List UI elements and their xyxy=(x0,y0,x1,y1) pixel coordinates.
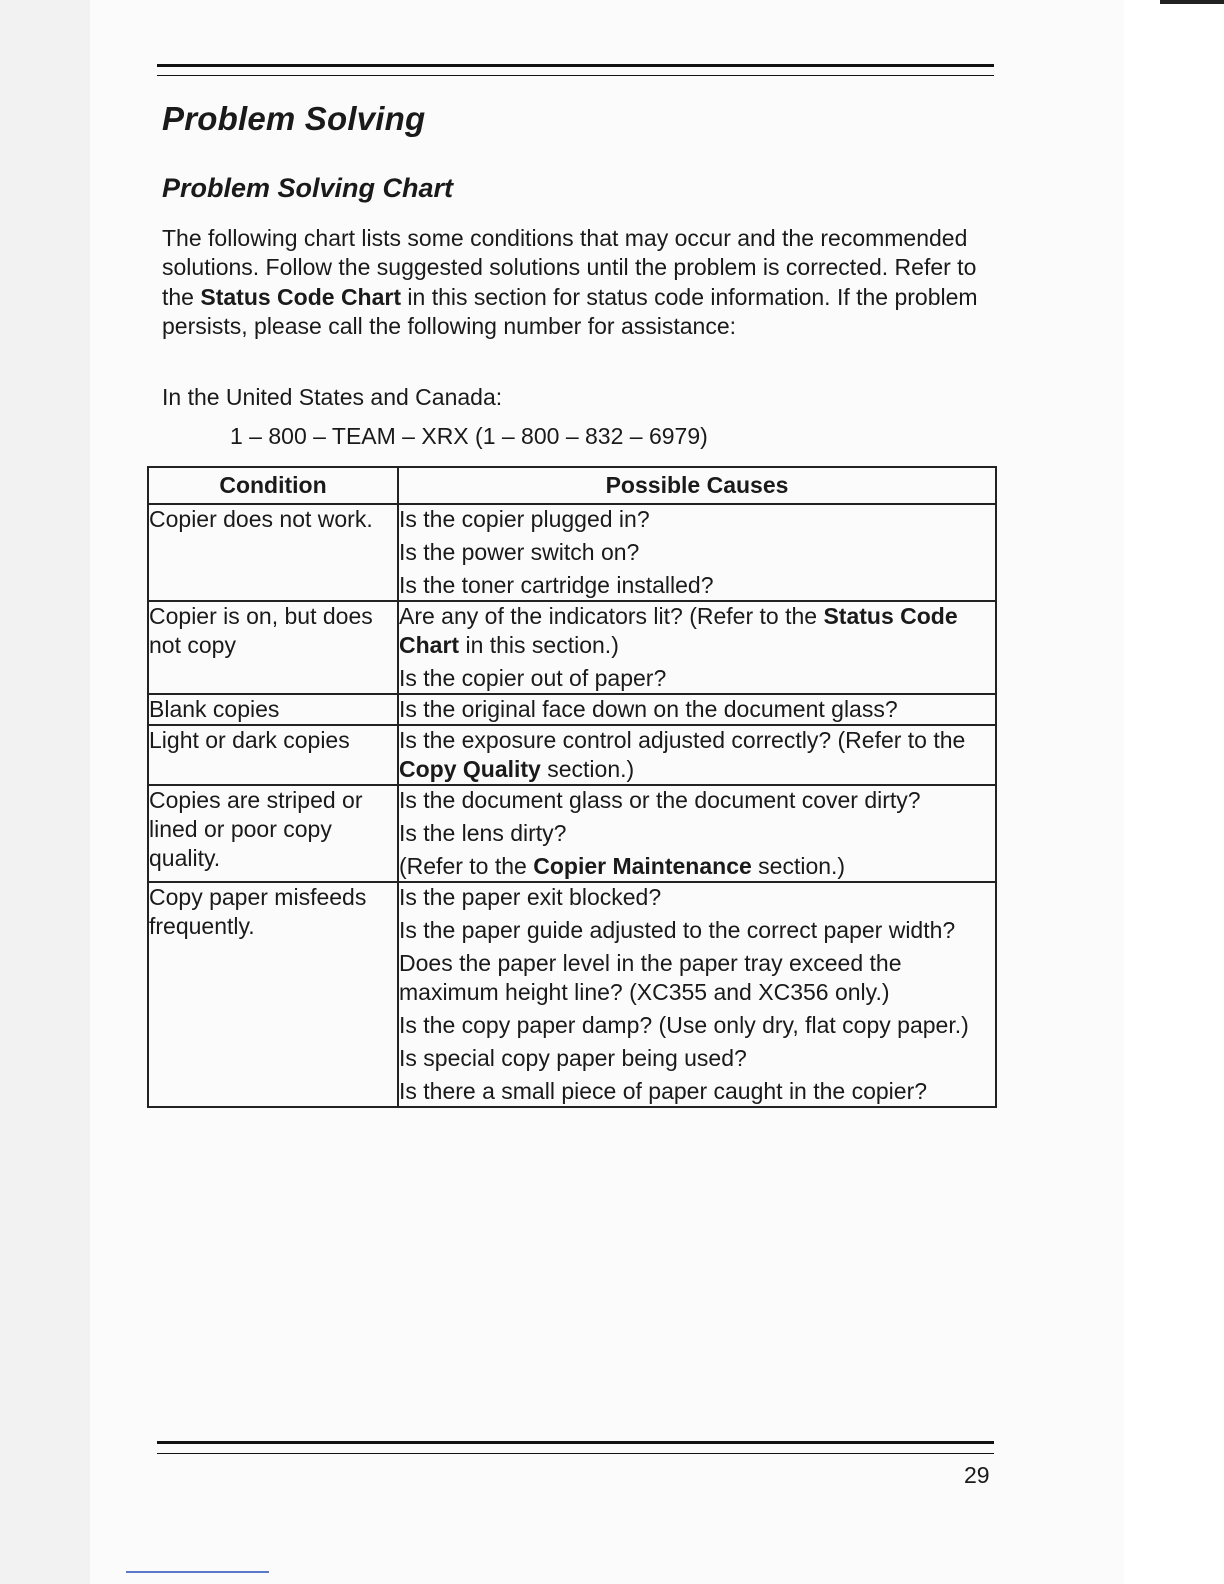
page-title: Problem Solving xyxy=(162,100,426,137)
region-label: In the United States and Canada: xyxy=(162,384,503,410)
table-header-row xyxy=(148,467,996,504)
cause-item: Is special copy paper being used? xyxy=(399,1045,747,1071)
page-number: 29 xyxy=(964,1462,990,1488)
cause-item: Does the paper level in the paper tray exceed the maximum height line? (XC355 and XC356 only.) xyxy=(399,950,902,1005)
table-row xyxy=(148,725,996,785)
condition-cell: Copies are striped or lined or poor copy quality. xyxy=(148,785,398,882)
bottom-link-underline[interactable] xyxy=(126,1571,269,1573)
scan-margin-right xyxy=(1124,0,1224,1584)
cause-item: Is the toner cartridge installed? xyxy=(399,572,714,598)
cause-item: Is the original face down on the document glass? xyxy=(399,696,898,722)
cause-item: Is there a small piece of paper caught in the copier? xyxy=(399,1078,928,1104)
status-code-chart-ref: Status Code Chart xyxy=(200,283,402,310)
condition-cell: Copier is on, but does not copy xyxy=(148,601,398,694)
table-row xyxy=(148,694,996,725)
causes-cell xyxy=(398,725,996,785)
header-rule-thin xyxy=(157,75,994,76)
condition-cell: Light or dark copies xyxy=(148,725,398,785)
scan-margin-left xyxy=(0,0,90,1584)
cause-item: Is the copier plugged in? xyxy=(399,506,650,532)
table-row xyxy=(148,504,996,601)
cause-item: Is the paper guide adjusted to the correct paper width? xyxy=(399,917,956,943)
cause-item: Is the power switch on? xyxy=(399,539,640,565)
footer-rule-thin xyxy=(157,1453,994,1454)
causes-cell xyxy=(398,694,996,725)
condition-cell: Copy paper misfeeds frequently. xyxy=(148,882,398,1107)
table-body xyxy=(148,504,996,1107)
causes-cell xyxy=(398,785,996,882)
section-title: Problem Solving Chart xyxy=(162,173,454,203)
condition-cell: Blank copies xyxy=(148,694,398,725)
cause-item: Is the copier out of paper? xyxy=(399,665,667,691)
cause-item: Is the exposure control adjusted correctly? (Refer to the Copy Quality section.) xyxy=(399,727,966,782)
causes-cell xyxy=(398,601,996,694)
intro-paragraph: The following chart lists some conditions that may occur and the recommended solutions. Follow the suggested solutions until the problem is corrected. Refer to the Status Code Chart in this section for status code information. If the problem persists, please call the following number for assistance: xyxy=(162,225,978,339)
phone-number: 1 – 800 – TEAM – XRX (1 – 800 – 832 – 6979) xyxy=(230,423,708,449)
condition-header: Condition xyxy=(148,467,398,504)
table-row xyxy=(148,882,996,1107)
table-row xyxy=(148,601,996,694)
cause-item: (Refer to the Copier Maintenance section.) xyxy=(399,853,846,879)
cause-item: Is the copy paper damp? (Use only dry, flat copy paper.) xyxy=(399,1012,969,1038)
problem-solving-table xyxy=(147,466,997,1108)
causes-cell xyxy=(398,882,996,1107)
scan-corner-mark xyxy=(1160,0,1224,4)
causes-header: Possible Causes xyxy=(398,467,996,504)
cause-item: Is the lens dirty? xyxy=(399,820,567,846)
cause-item: Are any of the indicators lit? (Refer to the Status Code Chart in this section.) xyxy=(399,603,958,658)
cause-item: Is the paper exit blocked? xyxy=(399,884,662,910)
cause-item: Is the document glass or the document cover dirty? xyxy=(399,787,921,813)
condition-cell: Copier does not work. xyxy=(148,504,398,601)
causes-cell xyxy=(398,504,996,601)
header-rule-thick xyxy=(157,64,994,67)
table-row xyxy=(148,785,996,882)
footer-rule-thick xyxy=(157,1441,994,1444)
